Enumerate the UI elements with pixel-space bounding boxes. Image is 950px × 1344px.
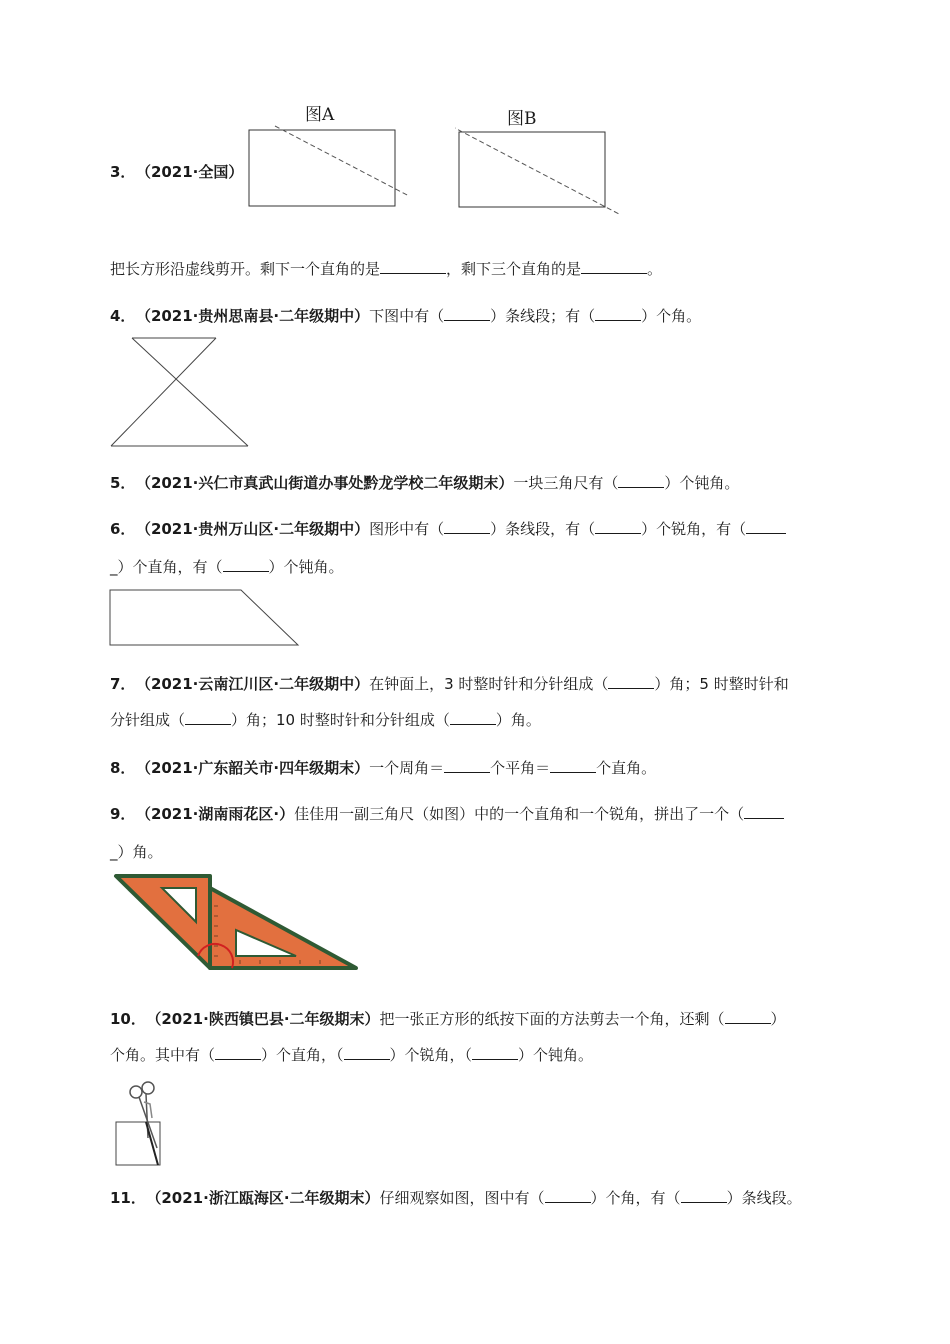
question-number: 5． — [110, 474, 136, 492]
answer-blank[interactable] — [215, 1045, 261, 1060]
question-text: _）角。 — [110, 843, 163, 861]
answer-blank[interactable] — [223, 557, 269, 572]
question-number: 9． — [110, 805, 136, 823]
figure-a-label: 图A — [305, 105, 335, 125]
q11-line — [110, 1188, 802, 1208]
answer-blank[interactable] — [725, 1009, 771, 1024]
question-text: ，剩下三个直角的是 — [446, 260, 582, 278]
answer-blank[interactable] — [550, 758, 596, 773]
set-square-figure — [110, 872, 365, 976]
answer-blank[interactable] — [746, 519, 786, 534]
question-source: （2021·云南江川区·二年级期中） — [143, 675, 370, 693]
answer-blank[interactable] — [344, 1045, 390, 1060]
q4-line — [110, 306, 701, 326]
q9-line-2 — [110, 842, 163, 862]
question-source: （2021·全国） — [143, 163, 244, 181]
question-text: 个直角。 — [596, 759, 657, 777]
answer-blank[interactable] — [380, 259, 446, 274]
answer-blank[interactable] — [744, 804, 784, 819]
question-text: ）角；10 时整时针和分针组成（ — [231, 711, 450, 729]
answer-blank[interactable] — [581, 259, 647, 274]
question-text: 图形中有（ — [369, 520, 445, 538]
question-source: （2021·湖南雨花区·） — [143, 805, 295, 823]
q6-line-2 — [110, 557, 344, 577]
question-number: 10． — [110, 1010, 146, 1028]
question-text: 把长方形沿虚线剪开。剩下一个直角的是 — [110, 260, 381, 278]
question-number: 11． — [110, 1189, 146, 1207]
question-text: ）个锐角，有（ — [641, 520, 747, 538]
answer-blank[interactable] — [681, 1188, 727, 1203]
hourglass-figure — [108, 334, 253, 450]
question-text: ）个钝角。 — [664, 474, 740, 492]
question-text: _）个直角，有（ — [110, 558, 223, 576]
answer-blank[interactable] — [608, 674, 654, 689]
question-text: 一块三角尺有（ — [513, 474, 619, 492]
answer-blank[interactable] — [595, 306, 641, 321]
question-text: 佳佳用一副三角尺（如图）中的一个直角和一个锐角，拼出了一个（ — [294, 805, 745, 823]
question-number: 4． — [110, 307, 136, 325]
q6-line-1 — [110, 519, 786, 539]
q7-line-1 — [110, 674, 789, 694]
question-text: ）个钝角。 — [268, 558, 344, 576]
question-text: 下图中有（ — [369, 307, 445, 325]
question-text: ）个直角，（ — [261, 1046, 344, 1064]
q5-line — [110, 473, 739, 493]
answer-blank[interactable] — [472, 1045, 518, 1060]
figure-b-rectangle — [455, 100, 635, 220]
question-number: 6． — [110, 520, 136, 538]
question-number: 3． — [110, 163, 136, 181]
trapezoid-figure — [108, 588, 303, 650]
question-text: ）角。 — [495, 711, 541, 729]
answer-blank[interactable] — [618, 473, 664, 488]
answer-blank[interactable] — [545, 1188, 591, 1203]
question-source: （2021·兴仁市真武山街道办事处黔龙学校二年级期末） — [143, 474, 514, 492]
question-text: 仔细观察如图，图中有（ — [379, 1189, 545, 1207]
question-text: ）条线段。 — [726, 1189, 802, 1207]
q10-line-2 — [110, 1045, 593, 1065]
scissors-square-figure — [110, 1078, 170, 1170]
question-text: 。 — [647, 260, 663, 278]
figure-b-label: 图B — [507, 109, 537, 129]
question-text: ）个角。 — [641, 307, 702, 325]
answer-blank[interactable] — [444, 519, 490, 534]
question-text: 个角。其中有（ — [110, 1046, 216, 1064]
answer-blank[interactable] — [444, 306, 490, 321]
question-source: （2021·浙江瓯海区·二年级期末） — [153, 1189, 380, 1207]
q8-line — [110, 758, 656, 778]
question-text: ）角；5 时整时针和 — [654, 675, 789, 693]
question-source: （2021·广东韶关市·四年级期末） — [143, 759, 370, 777]
answer-blank[interactable] — [444, 758, 490, 773]
question-text: ）条线段；有（ — [490, 307, 596, 325]
question-source: （2021·贵州万山区·二年级期中） — [143, 520, 370, 538]
question-text: ）条线段，有（ — [490, 520, 596, 538]
figure-a — [245, 100, 425, 220]
q9-line-1 — [110, 804, 784, 824]
question-source: （2021·贵州思南县·二年级期中） — [143, 307, 370, 325]
question-text: 在钟面上，3 时整时针和分针组成（ — [369, 675, 609, 693]
question-text: 把一张正方形的纸按下面的方法剪去一个角，还剩（ — [379, 1010, 725, 1028]
answer-blank[interactable] — [595, 519, 641, 534]
question-text: 一个周角＝ — [369, 759, 445, 777]
question-text: ） — [770, 1010, 786, 1028]
figure-a-rectangle — [245, 100, 425, 220]
question-source: （2021·陕西镇巴县·二年级期末） — [153, 1010, 380, 1028]
question-text: ）个角，有（ — [590, 1189, 681, 1207]
question-number: 7． — [110, 675, 136, 693]
q7-line-2 — [110, 710, 541, 730]
question-text: 个平角＝ — [490, 759, 551, 777]
question-text: ）个锐角，（ — [389, 1046, 473, 1064]
answer-blank[interactable] — [185, 710, 231, 725]
q3-body — [110, 259, 662, 279]
q3-header — [110, 162, 243, 182]
answer-blank[interactable] — [450, 710, 496, 725]
question-text: 分针组成（ — [110, 711, 186, 729]
q10-line-1 — [110, 1009, 786, 1029]
question-text: ）个钝角。 — [518, 1046, 594, 1064]
figure-b — [455, 100, 635, 220]
scissors-icon — [130, 1082, 157, 1148]
question-number: 8． — [110, 759, 136, 777]
